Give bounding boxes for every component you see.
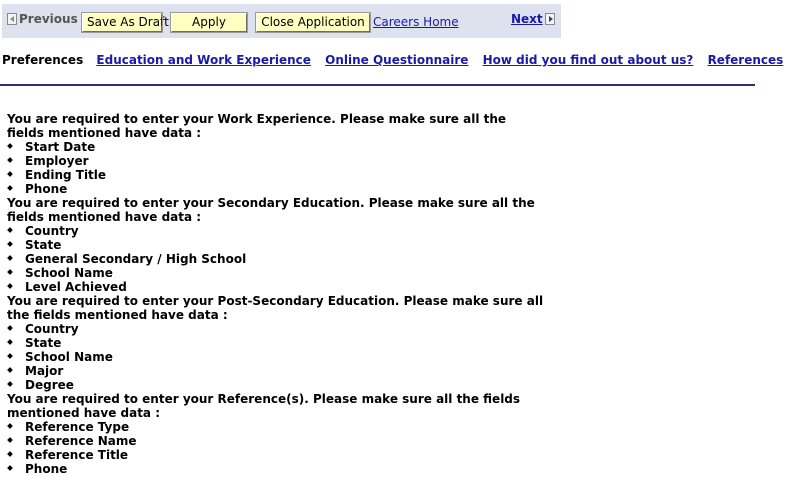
diamond-bullet-icon: [7, 353, 13, 359]
diamond-bullet-icon: [7, 157, 13, 163]
post-secondary-education-message: You are required to enter your Post-Secondary Education. Please make sure all the fields mentioned have data :: [7, 294, 544, 322]
required-field-label: Start Date: [25, 140, 96, 154]
list-item: [7, 378, 547, 392]
diamond-bullet-icon: [7, 437, 13, 443]
list-item: [7, 322, 547, 336]
arrow-left-icon: [7, 13, 17, 25]
diamond-bullet-icon: [7, 143, 13, 149]
required-field-label: Employer: [25, 154, 89, 168]
required-field-label: Phone: [25, 462, 68, 476]
list-item: [7, 252, 547, 266]
required-field-label: Phone: [25, 182, 68, 196]
diamond-bullet-icon: [7, 241, 13, 247]
previous-button[interactable]: [7, 12, 78, 26]
list-item: [7, 336, 547, 350]
work-experience-message: You are required to enter your Work Experience. Please make sure all the fields mentioned have data :: [7, 112, 507, 140]
secondary-education-required-fields: [7, 224, 547, 294]
list-item: [7, 350, 547, 364]
nav-link-online-questionnaire[interactable]: Online Questionnaire: [325, 53, 469, 67]
list-item: [7, 238, 547, 252]
diamond-bullet-icon: [7, 381, 13, 387]
application-toolbar: [2, 4, 561, 38]
diamond-bullet-icon: [7, 283, 13, 289]
required-field-label: Reference Type: [25, 420, 130, 434]
nav-link-references[interactable]: References: [707, 53, 784, 67]
header-divider: [0, 84, 755, 86]
list-item: [7, 462, 547, 476]
diamond-bullet-icon: [7, 269, 13, 275]
diamond-bullet-icon: [7, 451, 13, 457]
required-field-label: Reference Title: [25, 448, 129, 462]
required-field-label: State: [25, 238, 62, 252]
list-item: [7, 168, 547, 182]
list-item: [7, 182, 547, 196]
diamond-bullet-icon: [7, 185, 13, 191]
required-field-label: School Name: [25, 350, 113, 364]
required-field-label: State: [25, 336, 62, 350]
list-item: [7, 154, 547, 168]
required-field-label: Country: [25, 224, 79, 238]
next-label: Next: [511, 12, 543, 26]
close-application-button[interactable]: Close Application: [256, 13, 370, 32]
post-secondary-education-required-fields: [7, 322, 547, 392]
required-field-label: Level Achieved: [25, 280, 127, 294]
validation-messages: [7, 112, 547, 476]
diamond-bullet-icon: [7, 423, 13, 429]
diamond-bullet-icon: [7, 465, 13, 471]
diamond-bullet-icon: [7, 171, 13, 177]
work-experience-required-fields: [7, 140, 547, 196]
list-item: [7, 280, 547, 294]
nav-link-how-did-you-find-us[interactable]: How did you find out about us?: [482, 53, 694, 67]
apply-button[interactable]: Apply: [171, 13, 247, 32]
section-nav: [2, 53, 793, 67]
references-required-fields: [7, 420, 547, 476]
list-item: [7, 224, 547, 238]
list-item: [7, 420, 547, 434]
required-field-label: General Secondary / High School: [25, 252, 247, 266]
diamond-bullet-icon: [7, 339, 13, 345]
list-item: [7, 140, 547, 154]
diamond-bullet-icon: [7, 325, 13, 331]
arrow-right-icon: [545, 13, 555, 25]
diamond-bullet-icon: [7, 367, 13, 373]
previous-label: Previous: [19, 12, 78, 26]
references-message: You are required to enter your Reference(s). Please make sure all the fields mentioned have data :: [7, 392, 521, 420]
diamond-bullet-icon: [7, 227, 13, 233]
secondary-education-message: You are required to enter your Secondary Education. Please make sure all the fields mentioned have data :: [7, 196, 535, 224]
diamond-bullet-icon: [7, 255, 13, 261]
save-as-draft-button[interactable]: Save As Draft: [82, 13, 162, 32]
list-item: [7, 364, 547, 378]
nav-link-education-work-experience[interactable]: Education and Work Experience: [96, 53, 311, 67]
nav-current-preferences: Preferences: [2, 53, 84, 67]
required-field-label: Country: [25, 322, 79, 336]
required-field-label: Reference Name: [25, 434, 137, 448]
list-item: [7, 266, 547, 280]
next-button[interactable]: [511, 12, 555, 26]
careers-home-link[interactable]: Careers Home: [373, 15, 459, 29]
required-field-label: Major: [25, 364, 64, 378]
required-field-label: Degree: [25, 378, 74, 392]
required-field-label: Ending Title: [25, 168, 107, 182]
required-field-label: School Name: [25, 266, 113, 280]
list-item: [7, 434, 547, 448]
list-item: [7, 448, 547, 462]
